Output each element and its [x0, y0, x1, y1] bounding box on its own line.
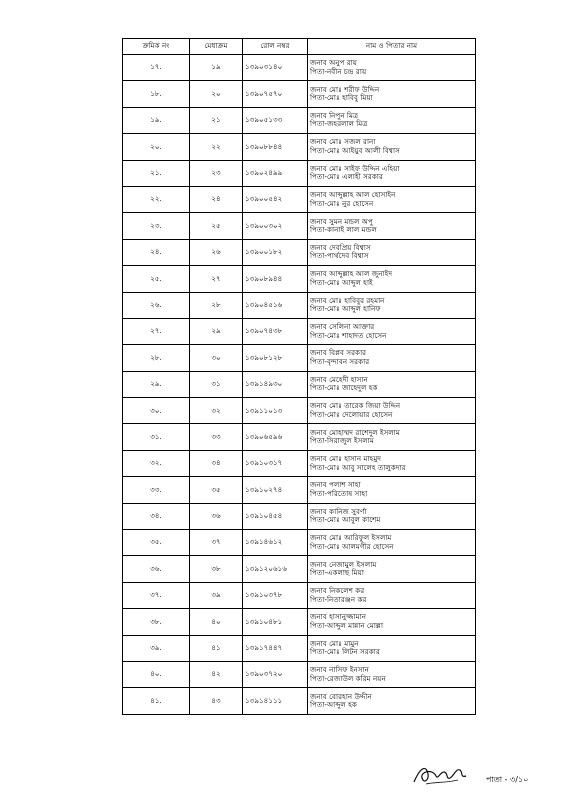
table-row	[123, 688, 476, 714]
merit-cell: ৩৬	[190, 503, 243, 529]
merit-cell: ২০	[190, 81, 243, 107]
candidate-name: জনাব নিকলেশ কর	[310, 586, 365, 595]
father-name: পিতা-মোঃ লিটন সরকার	[310, 647, 380, 657]
name-cell	[308, 477, 476, 503]
serial-cell: ২৪.	[123, 239, 190, 265]
serial-cell: ৪০.	[123, 661, 190, 687]
serial-cell: ২৫.	[123, 266, 190, 292]
table-row	[123, 398, 476, 424]
candidate-name: জনাব পলাশ সাহা	[310, 480, 361, 490]
serial-cell: ২০.	[123, 134, 190, 160]
serial-cell: ৩৭.	[123, 582, 190, 608]
roll-number-cell: ১৩৯০৫১৩৩	[243, 107, 308, 133]
roll-number-cell: ১৩৯১৪৬১২	[243, 530, 308, 556]
candidate-name: জনাব কানিজ সুবর্ণা	[310, 506, 367, 516]
father-name: পিতা-মোঃ হাবিবু মিয়া	[310, 93, 373, 103]
serial-cell: ২৬.	[123, 292, 190, 318]
serial-cell: ২২.	[123, 186, 190, 212]
merit-cell: ২৮	[190, 292, 243, 318]
roll-number-cell: ১৩৯০০১৮২	[243, 239, 308, 265]
name-cell	[308, 556, 476, 582]
name-cell	[308, 503, 476, 529]
name-cell	[308, 318, 476, 344]
header-roll: রোল নম্বর	[243, 39, 308, 55]
roll-number-cell: ১৩৯১৪১১১	[243, 688, 308, 714]
father-name: পিতা-রেজাউল করিম নয়ন	[310, 673, 386, 683]
merit-cell: ৩৫	[190, 477, 243, 503]
candidate-name: জনাব মোঃ তারেক জিয়া উদ্দিন	[310, 401, 401, 411]
merit-cell: ৩১	[190, 371, 243, 397]
roll-number-cell: ১৩৯১০২৭৪	[243, 477, 308, 503]
serial-cell: ২৮.	[123, 345, 190, 371]
merit-cell: ৩৪	[190, 450, 243, 476]
candidate-name: জনাব মোঃ সাইফ উদ্দিন এহিয়া	[310, 163, 400, 173]
father-name: পিতা-মোঃ জাহেদুল হক	[310, 383, 378, 393]
table-row	[123, 609, 476, 635]
candidate-name: জনাব সুমন মন্ডল অপু	[310, 216, 373, 226]
serial-cell: ৩১.	[123, 424, 190, 450]
father-name: পিতা-মোঃ আবুল কাশেম	[310, 515, 381, 525]
candidate-name: জনাব মোঃ শরীফ উদ্দিন	[310, 84, 380, 94]
roll-number-cell: ১৩৯১০৩১৭	[243, 450, 308, 476]
name-cell	[308, 213, 476, 239]
table-row	[123, 318, 476, 344]
father-name: পিতা-মোঃ আলমগীর হোসেন	[310, 541, 394, 551]
name-cell	[308, 371, 476, 397]
serial-cell: ২৯.	[123, 371, 190, 397]
table-row	[123, 213, 476, 239]
serial-cell: ৩৩.	[123, 477, 190, 503]
name-cell	[308, 107, 476, 133]
serial-cell: ৪১.	[123, 688, 190, 714]
name-cell	[308, 661, 476, 687]
father-name: পিতা-আব্দুল মান্নান মোল্লা	[310, 620, 384, 630]
table-row	[123, 556, 476, 582]
candidate-name: জনাব নিপুন মিত্র	[310, 110, 359, 120]
candidate-name: জনাব মোঃ হাসান মাহমুদ	[310, 454, 382, 464]
roll-number-cell: ১৩৯০০৫৪২	[243, 186, 308, 212]
table-row	[123, 239, 476, 265]
roll-number-cell: ১৩৯১৭৪৪৭	[243, 635, 308, 661]
table-row	[123, 345, 476, 371]
candidate-name: জনাব আব্দুল্লাহ আল জুনাইদ	[310, 269, 393, 279]
name-cell	[308, 266, 476, 292]
header-name: নাম ও পিতার নাম	[308, 39, 476, 55]
roll-number-cell: ১৩৯০২৪৯৯	[243, 160, 308, 186]
serial-cell: ২৩.	[123, 213, 190, 239]
serial-cell: ৩৪.	[123, 503, 190, 529]
name-cell	[308, 239, 476, 265]
roll-number-cell: ১৩৯০৬৫৯৬	[243, 424, 308, 450]
merit-cell: ২৯	[190, 318, 243, 344]
candidate-name: জনাব নেজামুল ইসলাম	[310, 559, 377, 569]
roll-number-cell: ১৩৯০৮১২৮	[243, 345, 308, 371]
name-cell	[308, 292, 476, 318]
father-name: পিতা-কানাই লাল মন্ডল	[310, 225, 377, 235]
name-cell	[308, 582, 476, 608]
father-name: পিতা-পরিতোষ সাহা	[310, 488, 368, 498]
serial-cell: ৩৫.	[123, 530, 190, 556]
candidate-name: জনাব মোঃ হাবিবুর রহমান	[310, 295, 385, 305]
name-cell	[308, 186, 476, 212]
name-cell	[308, 609, 476, 635]
father-name: পিতা-নবীন চন্দ্র রায়	[310, 66, 367, 76]
merit-cell: ২৬	[190, 239, 243, 265]
serial-cell: ৩২.	[123, 450, 190, 476]
name-cell	[308, 635, 476, 661]
roll-number-cell: ১৩৯০০৩০২	[243, 213, 308, 239]
name-cell	[308, 424, 476, 450]
candidate-name: জনাব দেবপ্রিয় বিশ্বাস	[310, 242, 371, 252]
candidate-name: জনাব বিপ্লব সরকার	[310, 348, 367, 358]
name-cell	[308, 688, 476, 714]
serial-cell: ১৮.	[123, 81, 190, 107]
table-header-row	[123, 39, 476, 55]
table-row	[123, 635, 476, 661]
father-name: পিতা-আব্দুল হক	[310, 700, 357, 710]
merit-cell: ২৩	[190, 160, 243, 186]
father-name: পিতা-মোঃ এলাহী সরকার	[310, 172, 383, 182]
candidate-name: জনাব সেলিনা আক্তার	[310, 322, 375, 332]
father-name: পিতা-বৃন্দাবন সরকার	[310, 356, 370, 366]
table-row	[123, 582, 476, 608]
table-body	[123, 55, 476, 715]
name-cell	[308, 530, 476, 556]
merit-cell: ২১	[190, 107, 243, 133]
roll-number-cell: ১৩৯১২০৬১৬	[243, 556, 308, 582]
merit-cell: ২৫	[190, 213, 243, 239]
header-merit: মেধাক্রম	[190, 39, 243, 55]
table-row	[123, 134, 476, 160]
candidate-name: জনাব মোঃ সজল রানা	[310, 137, 376, 147]
table-row	[123, 450, 476, 476]
roll-number-cell: ১৩৯০৩১৪০	[243, 55, 308, 81]
merit-cell: ৩২	[190, 398, 243, 424]
roll-number-cell: ১৩৯১১০১৩	[243, 398, 308, 424]
merit-cell: ৪২	[190, 661, 243, 687]
roll-number-cell: ১৩৯১০৪৮১	[243, 609, 308, 635]
table-row	[123, 266, 476, 292]
serial-cell: ৩০.	[123, 398, 190, 424]
merit-cell: ৪১	[190, 635, 243, 661]
merit-cell: ৩৩	[190, 424, 243, 450]
merit-cell: ২৪	[190, 186, 243, 212]
roll-number-cell: ১৩৯০৪৫১৬	[243, 292, 308, 318]
roll-number-cell: ১৩৯০৭৪৩৮	[243, 318, 308, 344]
father-name: পিতা-একলাছ মিয়া	[310, 568, 364, 578]
candidate-name: জনাব মেহেদী হাসান	[310, 374, 368, 384]
roll-number-cell: ১৩৯১০৩৭৮	[243, 582, 308, 608]
merit-cell: ৩৮	[190, 556, 243, 582]
merit-cell: ৪৩	[190, 688, 243, 714]
table-row	[123, 371, 476, 397]
candidate-name: জনাব অনুপ রায়	[310, 58, 358, 68]
merit-cell: ৩৭	[190, 530, 243, 556]
roll-number-cell: ১৩৯০৮৯৪৪	[243, 266, 308, 292]
table-row	[123, 424, 476, 450]
candidate-name: জনাব হাসানুজ্জামান	[310, 612, 367, 622]
signature	[410, 758, 470, 790]
father-name: পিতা-মোঃ নুর হোসেন	[310, 198, 374, 208]
roll-number-cell: ১৩৯১০৪৫৪	[243, 503, 308, 529]
roll-number-cell: ১৩৯১৪৯৩০	[243, 371, 308, 397]
name-cell	[308, 398, 476, 424]
name-cell	[308, 134, 476, 160]
father-name: পিতা-পার্থদেব বিশ্বাস	[310, 251, 369, 261]
merit-cell: ২৭	[190, 266, 243, 292]
roll-number-cell: ১৩৯০৮৮৪৪	[243, 134, 308, 160]
serial-cell: ১৯.	[123, 107, 190, 133]
table-row	[123, 661, 476, 687]
table-row	[123, 160, 476, 186]
merit-cell: ৩৯	[190, 582, 243, 608]
name-cell	[308, 345, 476, 371]
father-name: পিতা-জহরলাল মিত্র	[310, 119, 368, 129]
father-name: পিতা-মোঃ আইয়ুব আলী বিশ্বাস	[310, 145, 400, 155]
table-row	[123, 186, 476, 212]
table-row	[123, 107, 476, 133]
serial-cell: ১৭.	[123, 55, 190, 81]
serial-cell: ৩৯.	[123, 635, 190, 661]
candidate-name: জনাব নাসিফ ইনসান	[310, 665, 369, 675]
header-serial: ক্রমিক নং	[123, 39, 190, 55]
table-row	[123, 503, 476, 529]
candidate-name: জনাব মোহাম্মদ রাশেদুল ইসলাম	[310, 427, 400, 437]
roll-number-cell: ১৩৯০৭৫৭০	[243, 81, 308, 107]
table-row	[123, 81, 476, 107]
father-name: পিতা-মোঃ আব্দুল হানিফ	[310, 304, 381, 314]
serial-cell: ২১.	[123, 160, 190, 186]
roll-number-cell: ১৩৯০৩৭২০	[243, 661, 308, 687]
candidate-name: জনাব মোঃ মামুন	[310, 638, 359, 648]
table-row	[123, 477, 476, 503]
merit-list-table	[122, 38, 476, 715]
page-number: পাতা - ৩/১০	[486, 775, 529, 784]
father-name: পিতা-মোঃ দেলোয়ার হোসেন	[310, 409, 393, 419]
merit-cell: ২২	[190, 134, 243, 160]
candidate-name: জনাব আব্দুল্লাহ আল হোসাইন	[310, 190, 396, 200]
name-cell	[308, 450, 476, 476]
father-name: পিতা-নিতারঞ্জন কর	[310, 594, 367, 604]
table-row	[123, 292, 476, 318]
serial-cell: ৩৬.	[123, 556, 190, 582]
name-cell	[308, 160, 476, 186]
father-name: পিতা-সিরাজুল ইসলাম	[310, 436, 374, 446]
father-name: পিতা-মোঃ আব্দুল হাই	[310, 277, 373, 287]
name-cell	[308, 55, 476, 81]
merit-cell: ৩০	[190, 345, 243, 371]
name-cell	[308, 81, 476, 107]
father-name: পিতা-মোঃ আবু সালেহ তালুকদার	[310, 462, 406, 472]
merit-cell: ৪০	[190, 609, 243, 635]
merit-cell: ১৯	[190, 55, 243, 81]
candidate-name: জনাব মোঃ আরিফুল ইসলাম	[310, 533, 392, 543]
serial-cell: ২৭.	[123, 318, 190, 344]
candidate-name: জনাব বোরহান উদ্দীন	[310, 691, 372, 701]
table-row	[123, 55, 476, 81]
serial-cell: ৩৮.	[123, 609, 190, 635]
father-name: পিতা-মোঃ শাহাদত হোসেন	[310, 330, 387, 340]
table-row	[123, 530, 476, 556]
